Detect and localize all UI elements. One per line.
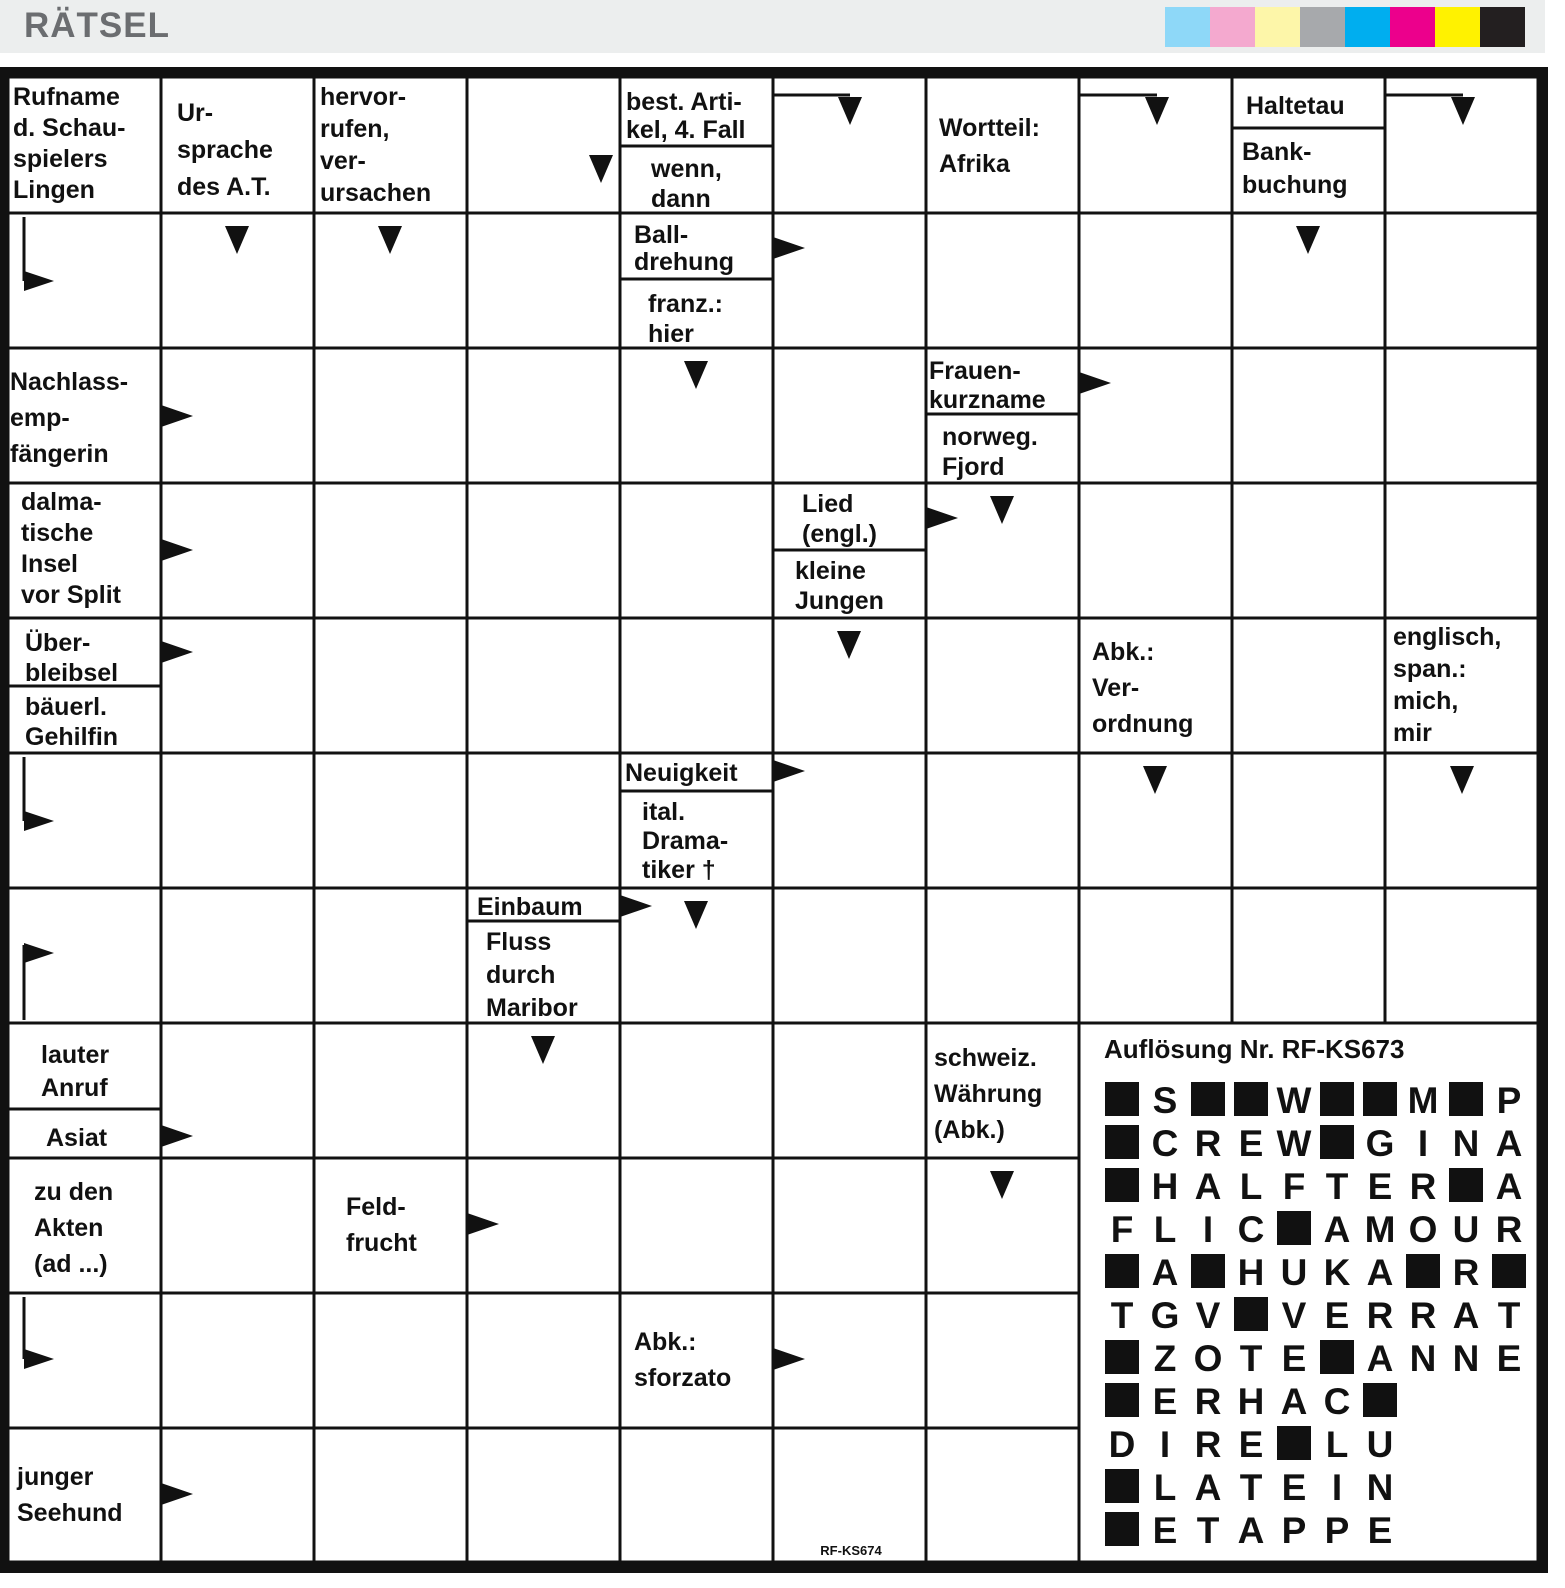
- grid-cell[interactable]: [314, 618, 467, 753]
- solution-letter: N: [1452, 1338, 1480, 1379]
- grid-cell[interactable]: [1385, 888, 1538, 1023]
- clue-c1: Rufname d. Schau-spielers Lingen: [13, 83, 126, 204]
- solution-black-square: [1320, 1340, 1354, 1374]
- clue-c29: Feld-frucht: [346, 1193, 417, 1257]
- solution-letter: E: [1152, 1510, 1178, 1551]
- solution-black-square: [1277, 1211, 1311, 1245]
- clue-c31: junger Seehund: [17, 1463, 123, 1527]
- clue-c27: schweiz. Währung (Abk.): [934, 1044, 1043, 1144]
- grid-cell[interactable]: [1079, 348, 1232, 483]
- solution-black-square: [1492, 1254, 1526, 1288]
- clue-c4: best. Arti-kel, 4. Fall: [626, 88, 746, 144]
- solution-letter: R: [1194, 1381, 1222, 1422]
- solution-letter: T: [1497, 1295, 1521, 1336]
- clue-c9: Ball-drehung: [634, 221, 734, 276]
- grid-cell[interactable]: [314, 1158, 467, 1293]
- puzzle-code: RF-KS674: [820, 1543, 882, 1558]
- grid-cell[interactable]: [314, 1023, 467, 1158]
- solution-black-square: [1406, 1254, 1440, 1288]
- clue-c7: Haltetau: [1246, 92, 1345, 120]
- solution-letter: R: [1495, 1209, 1523, 1250]
- solution-letter: H: [1237, 1381, 1265, 1422]
- solution-letter: E: [1238, 1424, 1264, 1465]
- solution-letter: O: [1408, 1209, 1438, 1250]
- grid-cell[interactable]: [1232, 888, 1385, 1023]
- solution-letter: W: [1276, 1123, 1312, 1164]
- solution-black-square: [1105, 1254, 1139, 1288]
- grid-cell[interactable]: [773, 348, 926, 483]
- grid-cell[interactable]: [161, 1158, 314, 1293]
- solution-letter: L: [1153, 1209, 1177, 1250]
- grid-cell[interactable]: [926, 618, 1079, 753]
- solution-letter: G: [1365, 1123, 1395, 1164]
- grid-cell[interactable]: [620, 1428, 773, 1562]
- clue-c15: Lied (engl.): [802, 490, 877, 548]
- grid-cell[interactable]: [620, 618, 773, 753]
- solution-letter: U: [1452, 1209, 1480, 1250]
- grid-cell[interactable]: [773, 1428, 926, 1562]
- clue-c28: zu den Akten (ad ...): [34, 1178, 114, 1278]
- clue-c26: Asiat: [46, 1124, 108, 1152]
- grid-cell[interactable]: [467, 213, 620, 348]
- grid-cell[interactable]: [926, 888, 1079, 1023]
- solution-letter: A: [1366, 1338, 1394, 1379]
- clue-c10: franz.: hier: [648, 290, 723, 348]
- clue-c24: Fluss durch Maribor: [486, 928, 578, 1022]
- grid-cell[interactable]: [314, 483, 467, 618]
- solution-letter: E: [1281, 1338, 1307, 1379]
- solution-letter: I: [1202, 1209, 1214, 1250]
- solution-letter: S: [1152, 1080, 1178, 1121]
- clue-c22: ital. Drama-tiker †: [642, 798, 729, 884]
- solution-letter: V: [1281, 1295, 1307, 1336]
- solution-letter: P: [1496, 1080, 1522, 1121]
- grid-cell[interactable]: [1232, 348, 1385, 483]
- solution-letter: P: [1281, 1510, 1307, 1551]
- solution-letter: Z: [1153, 1338, 1177, 1379]
- solution-black-square: [1105, 1082, 1139, 1116]
- solution-black-square: [1105, 1512, 1139, 1546]
- solution-letter: E: [1496, 1338, 1522, 1379]
- solution-letter: H: [1237, 1252, 1265, 1293]
- solution-letter: A: [1194, 1166, 1222, 1207]
- solution-letter: I: [1331, 1467, 1343, 1508]
- grid-cell[interactable]: [1232, 618, 1385, 753]
- grid-cell[interactable]: [1232, 753, 1385, 888]
- grid-cell[interactable]: [161, 1293, 314, 1428]
- grid-cell[interactable]: [314, 753, 467, 888]
- grid-cell[interactable]: [1079, 483, 1232, 618]
- clue-c23: Einbaum: [477, 893, 583, 921]
- grid-cell[interactable]: [314, 348, 467, 483]
- solution-letter: A: [1452, 1295, 1480, 1336]
- clue-c14: dalma-tische Insel vor Split: [21, 488, 122, 609]
- grid-cell[interactable]: [1385, 483, 1538, 618]
- solution-letter: W: [1276, 1080, 1312, 1121]
- solution-letter: T: [1325, 1166, 1349, 1207]
- grid-cell[interactable]: [926, 77, 1079, 213]
- solution-black-square: [1191, 1254, 1225, 1288]
- solution-letter: R: [1194, 1424, 1222, 1465]
- grid-cell[interactable]: [1385, 348, 1538, 483]
- solution-letter: E: [1152, 1381, 1178, 1422]
- grid-cell[interactable]: [314, 888, 467, 1023]
- solution-letter: D: [1108, 1424, 1136, 1465]
- solution-letter: N: [1366, 1467, 1394, 1508]
- solution-black-square: [1105, 1125, 1139, 1159]
- grid-cell[interactable]: [620, 483, 773, 618]
- clue-c30: Abk.: sforzato: [634, 1328, 732, 1392]
- clue-c20: englisch, span.: mich, mir: [1393, 623, 1502, 747]
- grid-cell[interactable]: [773, 888, 926, 1023]
- clue-c11: Nachlass-emp-fängerin: [10, 368, 129, 468]
- grid-cell[interactable]: [161, 888, 314, 1023]
- solution-letter: U: [1366, 1424, 1394, 1465]
- solution-black-square: [1320, 1082, 1354, 1116]
- solution-letter: T: [1110, 1295, 1134, 1336]
- solution-letter: A: [1237, 1510, 1265, 1551]
- clue-c25: lauter Anruf: [41, 1041, 110, 1102]
- solution-black-square: [1105, 1383, 1139, 1417]
- grid-cell[interactable]: [926, 753, 1079, 888]
- grid-cell[interactable]: [467, 77, 620, 213]
- solution-letter: R: [1409, 1295, 1437, 1336]
- solution-black-square: [1320, 1125, 1354, 1159]
- solution-black-square: [1105, 1340, 1139, 1374]
- grid-cell[interactable]: [8, 1428, 161, 1562]
- grid-cell[interactable]: [926, 213, 1079, 348]
- clue-c18: bäuerl. Gehilfin: [25, 693, 119, 751]
- grid-cell[interactable]: [620, 1293, 773, 1428]
- solution-black-square: [1363, 1082, 1397, 1116]
- solution-black-square: [1234, 1082, 1268, 1116]
- clue-c19: Abk.: Ver-ordnung: [1092, 638, 1194, 738]
- solution-black-square: [1449, 1082, 1483, 1116]
- solution-letter: G: [1150, 1295, 1180, 1336]
- solution-letter: R: [1409, 1166, 1437, 1207]
- solution-letter: R: [1452, 1252, 1480, 1293]
- solution-letter: E: [1238, 1123, 1264, 1164]
- solution-letter: C: [1323, 1381, 1351, 1422]
- grid-cell[interactable]: [467, 1428, 620, 1562]
- solution-letter: C: [1237, 1209, 1265, 1250]
- grid-cell[interactable]: [926, 1293, 1079, 1428]
- solution-letter: F: [1110, 1209, 1134, 1250]
- solution-black-square: [1363, 1383, 1397, 1417]
- grid-cell[interactable]: [1079, 888, 1232, 1023]
- grid-cell[interactable]: [773, 1023, 926, 1158]
- clue-c2: Ur-sprache des A.T.: [177, 99, 273, 201]
- solution-letter: A: [1495, 1123, 1523, 1164]
- solution-letter: E: [1281, 1467, 1307, 1508]
- clue-c3: hervor-rufen, ver-ursachen: [320, 83, 432, 207]
- solution-letter: A: [1280, 1381, 1308, 1422]
- solution-letter: P: [1324, 1510, 1350, 1551]
- solution-letter: I: [1159, 1424, 1171, 1465]
- solution-letter: A: [1194, 1467, 1222, 1508]
- solution-letter: L: [1153, 1467, 1177, 1508]
- solution-letter: U: [1280, 1252, 1308, 1293]
- solution-letter: L: [1239, 1166, 1263, 1207]
- solution-letter: N: [1409, 1338, 1437, 1379]
- clue-c13: norweg. Fjord: [942, 423, 1038, 481]
- page-title: RÄTSEL: [24, 6, 170, 45]
- solution-letter: A: [1323, 1209, 1351, 1250]
- grid-cell[interactable]: [467, 483, 620, 618]
- solution-letter: O: [1193, 1338, 1223, 1379]
- solution-letter: C: [1151, 1123, 1179, 1164]
- solution-black-square: [1105, 1168, 1139, 1202]
- clue-c5: wenn, dann: [651, 155, 722, 213]
- clue-c17: Über-bleibsel: [25, 629, 119, 687]
- grid-cell[interactable]: [467, 1293, 620, 1428]
- solution-black-square: [1234, 1297, 1268, 1331]
- clue-c8: Bank-buchung: [1242, 138, 1348, 199]
- solution-title: Auflösung Nr. RF-KS673: [1104, 1034, 1405, 1064]
- clue-c16: kleine Jungen: [795, 557, 884, 615]
- grid-cell[interactable]: [1385, 213, 1538, 348]
- solution-letter: T: [1239, 1467, 1263, 1508]
- solution-black-square: [1449, 1168, 1483, 1202]
- clue-c6: Wortteil: Afrika: [939, 114, 1040, 178]
- grid-cell[interactable]: [467, 753, 620, 888]
- solution-letter: T: [1196, 1510, 1220, 1551]
- grid-cell[interactable]: [1079, 213, 1232, 348]
- solution-letter: L: [1325, 1424, 1349, 1465]
- solution-letter: T: [1239, 1338, 1263, 1379]
- solution-letter: F: [1282, 1166, 1306, 1207]
- solution-letter: K: [1323, 1252, 1351, 1293]
- solution-letter: M: [1407, 1080, 1439, 1121]
- clue-c21: Neuigkeit: [625, 759, 738, 787]
- grid-cell[interactable]: [161, 753, 314, 888]
- grid-cell[interactable]: [314, 1293, 467, 1428]
- solution-black-square: [1191, 1082, 1225, 1116]
- grid-cell[interactable]: [1232, 483, 1385, 618]
- solution-letter: H: [1151, 1166, 1179, 1207]
- grid-cell[interactable]: [161, 618, 314, 753]
- solution-letter: E: [1367, 1510, 1393, 1551]
- grid-cell[interactable]: [620, 1158, 773, 1293]
- grid-cell[interactable]: [620, 1023, 773, 1158]
- grid-cell[interactable]: [467, 618, 620, 753]
- grid-cell[interactable]: [773, 213, 926, 348]
- clue-c12: Frauen-kurzname: [929, 357, 1046, 414]
- grid-cell[interactable]: [926, 1428, 1079, 1562]
- solution-letter: R: [1194, 1123, 1222, 1164]
- solution-letter: A: [1495, 1166, 1523, 1207]
- solution-letter: N: [1452, 1123, 1480, 1164]
- grid-cell[interactable]: [773, 1158, 926, 1293]
- solution-black-square: [1277, 1426, 1311, 1460]
- solution-letter: A: [1366, 1252, 1394, 1293]
- solution-letter: M: [1364, 1209, 1396, 1250]
- solution-letter: I: [1417, 1123, 1429, 1164]
- solution-letter: V: [1195, 1295, 1221, 1336]
- grid-cell[interactable]: [314, 1428, 467, 1562]
- solution-black-square: [1105, 1469, 1139, 1503]
- solution-letter: A: [1151, 1252, 1179, 1293]
- grid-cell[interactable]: [467, 348, 620, 483]
- solution-letter: E: [1367, 1166, 1393, 1207]
- solution-letter: R: [1366, 1295, 1394, 1336]
- solution-letter: E: [1324, 1295, 1350, 1336]
